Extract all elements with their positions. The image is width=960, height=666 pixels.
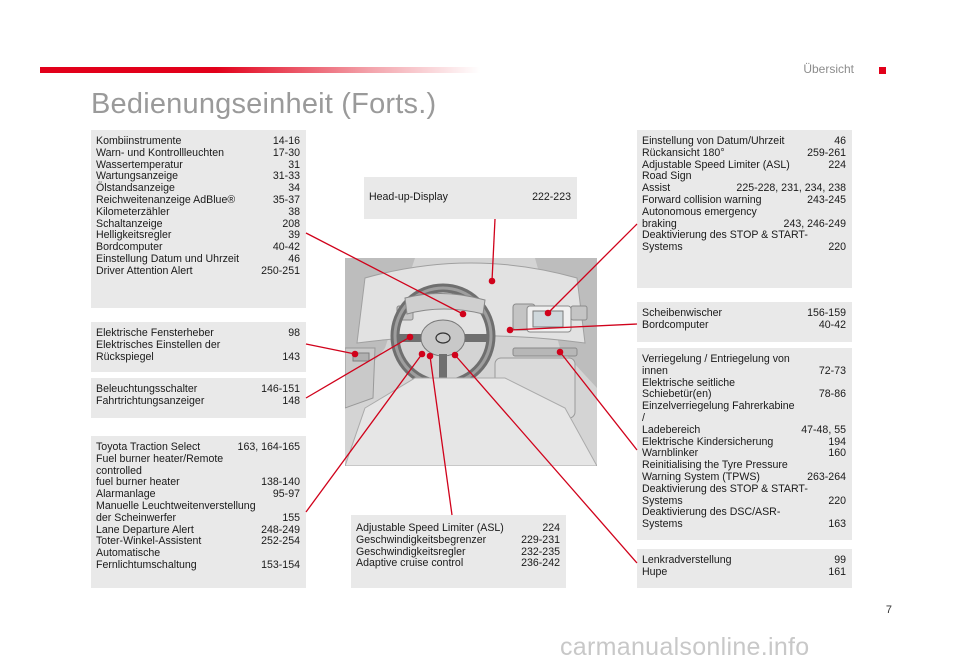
callout-line-locking bbox=[560, 352, 637, 450]
callout-dot-hud bbox=[489, 278, 496, 285]
entry-label: Wartungsanzeige bbox=[96, 170, 179, 183]
entry-pages: 14-16 bbox=[272, 135, 300, 147]
entry-pages: 138-140 bbox=[261, 476, 300, 489]
entry-pages: 156-159 bbox=[807, 307, 846, 319]
entry-label: Adjustable Speed Limiter (ASL) bbox=[642, 158, 790, 171]
callout-line-misc bbox=[306, 354, 422, 512]
entry-pages: 224 bbox=[828, 158, 846, 171]
callout-line-hud bbox=[492, 219, 495, 281]
entry-pages: 34 bbox=[288, 182, 300, 195]
page-title: Bedienungseinheit (Forts.) bbox=[91, 88, 437, 120]
entry-pages: 153-154 bbox=[261, 558, 300, 571]
entry-label: Hupe bbox=[642, 565, 668, 578]
entry-pages: 243-245 bbox=[807, 193, 846, 206]
entry-pages: 222-223 bbox=[532, 191, 571, 203]
entry-pages: 31 bbox=[288, 158, 300, 171]
callout-line-windows bbox=[306, 344, 355, 354]
entry-label: Autonomous emergency braking bbox=[642, 205, 757, 230]
entry-label: Lenkradverstellung bbox=[642, 554, 732, 566]
callout-dot-locking bbox=[557, 349, 564, 356]
callout-dot-wipers bbox=[507, 327, 514, 334]
callout-dot-instruments bbox=[460, 311, 467, 318]
entry-label: Beleuchtungsschalter bbox=[96, 383, 198, 395]
callout-dot-settings bbox=[545, 310, 552, 317]
entry-pages: 163, 164-165 bbox=[237, 441, 300, 453]
entry-pages: 259-261 bbox=[807, 146, 846, 159]
entry-pages: 208 bbox=[282, 217, 300, 230]
section-label: Übersicht bbox=[803, 62, 854, 76]
entry-label: Schaltanzeige bbox=[96, 217, 163, 230]
entry-pages: 39 bbox=[288, 229, 300, 242]
entry-pages: 263-264 bbox=[807, 470, 846, 483]
entry-pages: 17-30 bbox=[272, 146, 300, 159]
entry-label: Scheibenwischer bbox=[642, 307, 723, 319]
entry-label: Road Sign Assist bbox=[642, 170, 692, 195]
callout-dot-lighting bbox=[407, 334, 414, 341]
entry-pages: 194 bbox=[828, 435, 846, 448]
entry-pages: 148 bbox=[282, 394, 300, 407]
entry-label: Head-up-Display bbox=[369, 191, 448, 203]
entry-pages: 161 bbox=[828, 565, 846, 578]
entry-label: Helligkeitsregler bbox=[96, 229, 172, 242]
entry-pages: 46 bbox=[834, 135, 846, 147]
entry-label: Adjustable Speed Limiter (ASL) bbox=[356, 522, 504, 534]
entry-pages: 252-254 bbox=[261, 535, 300, 548]
entry-pages: 243, 246-249 bbox=[783, 217, 846, 230]
entry-pages: 232-235 bbox=[521, 545, 560, 558]
entry-pages: 40-42 bbox=[818, 318, 846, 331]
callout-line-wipers bbox=[510, 324, 637, 330]
entry-label: Alarmanlage bbox=[96, 488, 156, 501]
entry-label: Einzelverriegelung Fahrerkabine / Ladebereich bbox=[642, 400, 795, 436]
entry-label: Wassertemperatur bbox=[96, 158, 183, 171]
entry-label: Elektrische Fensterheber bbox=[96, 327, 214, 339]
entry-label: Elektrische Kindersicherung bbox=[642, 435, 774, 448]
page-number: 7 bbox=[885, 604, 892, 616]
entry-label: Forward collision warning bbox=[642, 193, 762, 206]
entry-label: Warnblinker bbox=[642, 447, 699, 460]
entry-label: Geschwindigkeitsregler bbox=[356, 545, 466, 558]
entry-pages: 95-97 bbox=[272, 488, 300, 501]
entry-pages: 35-37 bbox=[272, 193, 300, 206]
callout-dot-speed bbox=[427, 353, 434, 360]
entry-label: Reinitialising the Tyre Pressure Warning System (TPWS) bbox=[642, 459, 788, 483]
entry-label: Elektrische seitliche Schiebetür(en) bbox=[642, 376, 736, 401]
entry-label: Deaktivierung des DSC/ASR- Systems bbox=[642, 506, 781, 531]
entry-label: Lane Departure Alert bbox=[96, 523, 194, 536]
entry-pages: 146-151 bbox=[261, 383, 300, 395]
entry-label: Deaktivierung des STOP & START- Systems bbox=[642, 482, 808, 507]
entry-label: Fahrtrichtungsanzeiger bbox=[96, 394, 205, 407]
entry-pages: 47-48, 55 bbox=[801, 423, 846, 436]
entry-label: Reichweitenanzeige AdBlue® bbox=[96, 193, 236, 206]
entry-pages: 155 bbox=[282, 511, 300, 524]
entry-pages: 224 bbox=[542, 522, 560, 534]
entry-label: Driver Attention Alert bbox=[96, 264, 193, 277]
entry-label: Ölstandsanzeige bbox=[96, 182, 175, 195]
entry-pages: 72-73 bbox=[818, 364, 846, 377]
callout-line-lighting bbox=[306, 337, 410, 398]
entry-pages: 220 bbox=[828, 241, 846, 254]
entry-pages: 40-42 bbox=[272, 241, 300, 254]
entry-label: Kilometerzähler bbox=[96, 205, 170, 218]
callout-line-speed bbox=[430, 356, 452, 515]
entry-pages: 98 bbox=[288, 327, 300, 339]
entry-pages: 248-249 bbox=[261, 523, 300, 536]
entry-label: Rückansicht 180° bbox=[642, 146, 725, 159]
entry-pages: 99 bbox=[834, 554, 846, 566]
entry-label: Adaptive cruise control bbox=[356, 557, 464, 570]
entry-pages: 31-33 bbox=[272, 170, 300, 183]
entry-label: Verriegelung / Entriegelung von innen bbox=[642, 353, 790, 377]
entry-label: Elektrisches Einstellen der Rückspiegel bbox=[96, 338, 221, 363]
entry-pages: 78-86 bbox=[818, 388, 846, 401]
entry-label: Automatische Fernlichtumschaltung bbox=[96, 547, 197, 571]
entry-label: Manuelle Leuchtweitenverstellung der Scheinwerfer bbox=[96, 499, 256, 524]
entry-label: Toter-Winkel-Assistent bbox=[96, 535, 202, 548]
entry-label: Bordcomputer bbox=[96, 241, 163, 254]
entry-pages: 160 bbox=[828, 447, 846, 460]
entry-label: Bordcomputer bbox=[642, 318, 709, 331]
entry-pages: 46 bbox=[288, 252, 300, 265]
callout-line-instruments bbox=[306, 233, 463, 314]
entry-label: Einstellung Datum und Uhrzeit bbox=[96, 252, 240, 265]
entry-pages: 38 bbox=[288, 205, 300, 218]
entry-label: Einstellung von Datum/Uhrzeit bbox=[642, 135, 785, 147]
callout-dot-misc bbox=[419, 351, 426, 358]
entry-label: Warn- und Kontrollleuchten bbox=[96, 146, 224, 159]
entry-pages: 250-251 bbox=[261, 264, 300, 277]
entry-pages: 229-231 bbox=[521, 533, 560, 546]
entry-label: Geschwindigkeitsbegrenzer bbox=[356, 533, 487, 546]
entry-label: Toyota Traction Select bbox=[96, 441, 201, 453]
entry-label: Deaktivierung des STOP & START- Systems bbox=[642, 229, 808, 254]
callout-line-steering bbox=[455, 355, 637, 563]
entry-label: Fuel burner heater/Remote controlled fuel burner heater bbox=[96, 452, 224, 489]
entry-label: Kombiinstrumente bbox=[96, 135, 182, 147]
callout-line-settings bbox=[548, 224, 637, 313]
entry-pages: 220 bbox=[828, 494, 846, 507]
entry-pages: 143 bbox=[282, 350, 300, 363]
entry-pages: 236-242 bbox=[521, 557, 560, 570]
callout-dot-steering bbox=[452, 352, 459, 359]
entry-pages: 225-228, 231, 234, 238 bbox=[736, 182, 846, 195]
callout-dot-windows bbox=[352, 351, 359, 358]
watermark: carmanualsonline.info bbox=[560, 633, 810, 661]
entry-pages: 163 bbox=[828, 518, 846, 531]
